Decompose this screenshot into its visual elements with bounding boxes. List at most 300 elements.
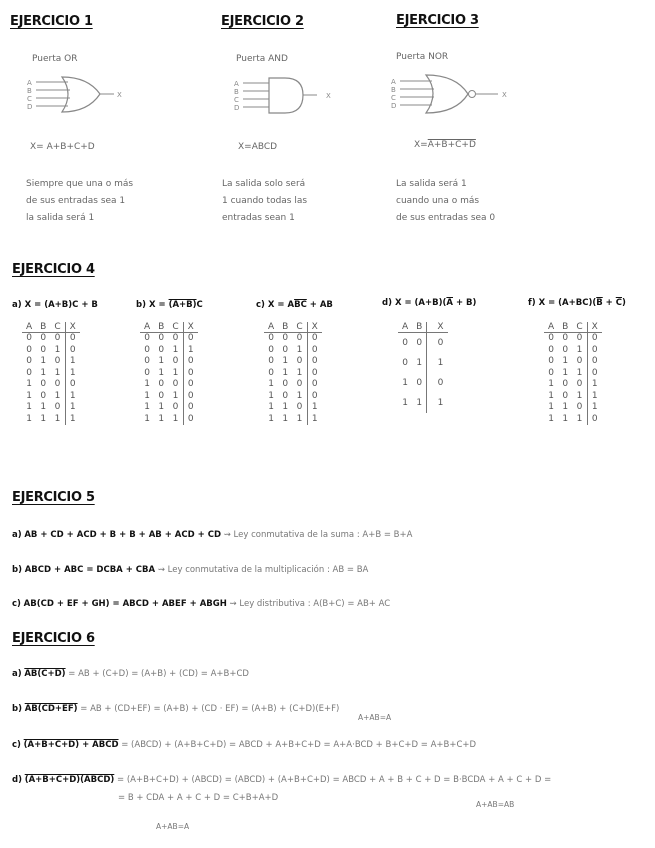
ej1-in-c: C: [27, 95, 32, 103]
table-row: [22, 414, 80, 426]
ej5-a-example: : A+B = B+A: [356, 530, 413, 540]
table-cell: 0: [572, 333, 587, 345]
table-cell: 1: [282, 413, 289, 424]
table-cell: 1: [437, 358, 444, 368]
table-cell: 0: [187, 413, 194, 424]
table-cell: 0: [69, 333, 76, 343]
ej4-c-overline: $\overline{BC}$: [294, 300, 307, 310]
table-cell: 1: [548, 413, 554, 424]
ej4-c-label: c): [256, 300, 265, 310]
ej2-note-line-1: La salida solo será: [222, 179, 306, 189]
tt-header: X: [587, 322, 602, 333]
table-cell: 0: [50, 379, 65, 391]
ej6-c-line: [12, 740, 476, 750]
table-cell: 0: [572, 356, 587, 368]
table-cell: 1: [311, 413, 318, 424]
table-cell: 0: [187, 367, 194, 378]
table-cell: 1: [26, 413, 32, 424]
table-cell: 0: [311, 390, 318, 401]
ej3-in-d: D: [391, 102, 397, 110]
ej1-note-line-3: la salida será 1: [26, 213, 95, 223]
ej4-d-close: ): [472, 298, 477, 308]
table-cell: 0: [168, 356, 183, 368]
table-row: [22, 345, 80, 357]
table-row: [398, 333, 448, 354]
table-cell: 1: [26, 390, 32, 401]
ej3-in-a: A: [391, 78, 396, 86]
table-row: [22, 379, 80, 391]
table-cell: 0: [311, 367, 318, 378]
table-cell: 1: [50, 391, 65, 403]
table-cell: 0: [268, 333, 274, 343]
tt-header: A: [22, 322, 36, 333]
table-cell: 1: [572, 391, 587, 403]
table-cell: 0: [187, 379, 194, 389]
table-cell: 0: [26, 333, 32, 343]
table-row: [22, 391, 80, 403]
ej1-gate-label: Puerta OR: [32, 54, 78, 64]
table-row: [264, 414, 322, 426]
table-cell: 1: [572, 345, 587, 357]
ej4-b-expr: [136, 300, 203, 310]
ej1-formula: X= A+B+C+D: [30, 142, 95, 152]
ej5-b-example: : AB = BA: [326, 565, 369, 575]
ej6-title: EJERCICIO 6: [12, 631, 95, 646]
ej5-c-expr: AB(CD + EF + GH) = ABCD + ABEF + ABGH: [23, 599, 227, 609]
table-cell: 1: [412, 353, 427, 373]
ej4-b-suffix: C: [196, 300, 203, 310]
table-cell: 0: [187, 390, 194, 401]
table-row: [22, 333, 80, 345]
tt-header: A: [264, 322, 278, 333]
table-row: [22, 368, 80, 380]
table-cell: 0: [282, 333, 289, 343]
ej6-d-label: d): [12, 775, 22, 785]
tt-header: C: [50, 322, 65, 333]
table-cell: 0: [168, 402, 183, 414]
table-row: [140, 379, 198, 391]
ej6-d-continuation: = B + CDA + A + C + D = C+B+A+D: [118, 793, 279, 803]
table-cell: 1: [562, 413, 569, 424]
table-cell: 1: [292, 345, 307, 357]
ej2-gate-label: Puerta AND: [236, 54, 288, 64]
table-cell: 1: [268, 379, 274, 389]
table-row: [140, 402, 198, 414]
table-cell: 1: [591, 390, 598, 401]
table-cell: 0: [311, 344, 318, 355]
ej1-in-a: A: [27, 79, 32, 87]
ej4-f-overline-b: $\overline{B}$: [596, 298, 603, 308]
ej4-f-label: f): [528, 298, 536, 308]
ej4-d-prefix: X = (A+B)(: [394, 298, 447, 308]
table-cell: 1: [591, 379, 598, 389]
table-cell: 0: [412, 333, 427, 354]
ej5-c-example: : A(B+C) = AB+ AC: [307, 599, 391, 609]
table-cell: 1: [144, 402, 150, 412]
ej5-b-line: [12, 565, 368, 575]
table-cell: 1: [158, 402, 165, 412]
ej2-note: [222, 176, 307, 227]
table-cell: 1: [158, 367, 165, 378]
tt-header: C: [572, 322, 587, 333]
table-cell: 1: [168, 391, 183, 403]
table-cell: 1: [548, 390, 554, 401]
table-row: [140, 391, 198, 403]
ej3-in-b: B: [391, 86, 396, 94]
table-row: [544, 345, 602, 357]
table-cell: 0: [144, 367, 150, 378]
table-cell: 0: [26, 344, 32, 355]
table-cell: 1: [50, 414, 65, 426]
table-cell: 1: [50, 368, 65, 380]
ej6-a-label: a): [12, 669, 22, 679]
table-cell: 1: [40, 367, 47, 378]
table-cell: 0: [282, 390, 289, 401]
table-cell: 1: [548, 402, 554, 412]
ej6-b-label: b): [12, 704, 22, 714]
ej6-c-annotation: A+AB=A: [358, 713, 392, 722]
table-cell: 1: [40, 402, 47, 412]
ej2-note-line-3: entradas sean 1: [222, 213, 295, 223]
ej3-note: [396, 176, 495, 227]
table-cell: 1: [412, 393, 427, 413]
table-cell: 0: [591, 367, 598, 378]
table-cell: 0: [168, 379, 183, 391]
ej5-b-label: b): [12, 565, 22, 575]
table-cell: 1: [69, 402, 76, 412]
table-cell: 0: [311, 333, 318, 343]
ej4-f-truth-table: [544, 322, 602, 425]
table-row: [544, 356, 602, 368]
table-cell: 0: [168, 333, 183, 345]
table-cell: 0: [69, 344, 76, 355]
ej4-c-suffix: + AB: [306, 300, 333, 310]
ej1-in-b: B: [27, 87, 32, 95]
ej1-in-d: D: [27, 103, 33, 111]
table-cell: 0: [548, 356, 554, 366]
table-cell: 1: [562, 356, 569, 366]
and-gate-icon: [233, 77, 343, 117]
ej6-b-lhs: AB(CD+EF): [24, 704, 78, 714]
table-cell: 0: [187, 402, 194, 412]
table-cell: 1: [50, 345, 65, 357]
table-cell: 0: [437, 378, 444, 388]
tt-header: C: [292, 322, 307, 333]
ej6-c-label: c): [12, 740, 21, 750]
ej2-in-b: B: [234, 88, 239, 96]
table-cell: 1: [402, 398, 408, 408]
ej3-note-line-3: de sus entradas sea 0: [396, 213, 496, 223]
table-cell: 1: [187, 344, 194, 355]
table-row: [264, 333, 322, 345]
table-cell: 1: [158, 356, 165, 366]
table-cell: 0: [50, 333, 65, 345]
table-cell: 1: [572, 368, 587, 380]
table-cell: 0: [412, 373, 427, 393]
table-cell: 1: [69, 413, 76, 424]
table-row: [544, 402, 602, 414]
nor-gate-icon: [390, 75, 520, 117]
ej6-d-annotation-left: A+AB=A: [156, 822, 190, 831]
table-cell: 0: [144, 356, 150, 366]
table-cell: 1: [402, 378, 408, 388]
ej5-a-expr: AB + CD + ACD + B + B + AB + ACD + CD: [24, 530, 222, 540]
ej1-out: X: [117, 91, 122, 99]
table-cell: 0: [187, 333, 194, 343]
table-cell: 1: [282, 402, 289, 412]
ej2-out: X: [326, 92, 331, 100]
table-cell: 0: [40, 379, 47, 389]
ej2-in-a: A: [234, 80, 239, 88]
ej4-a-expr: [12, 300, 98, 310]
table-cell: 0: [158, 333, 165, 343]
squiggle-arrow-icon: ⇝: [223, 530, 231, 540]
table-row: [398, 353, 448, 373]
table-cell: 0: [144, 344, 150, 355]
ej4-f-plus: +: [602, 298, 616, 308]
table-cell: 1: [562, 402, 569, 412]
table-row: [22, 402, 80, 414]
ej4-b-truth-table: [140, 322, 198, 425]
ej5-c-law: Ley distributiva: [239, 599, 306, 609]
table-cell: 0: [292, 333, 307, 345]
table-cell: 0: [402, 338, 408, 348]
tt-header: B: [36, 322, 50, 333]
ej6-d-lhs: (A+B+C+D)(ABCD): [24, 775, 115, 785]
ej4-a-formula: X = (A+B)C + B: [24, 300, 98, 310]
ej5-c-label: c): [12, 599, 21, 609]
table-cell: 0: [437, 338, 444, 348]
table-cell: 1: [292, 391, 307, 403]
ej3-gate-label: Puerta NOR: [396, 52, 449, 62]
ej6-b-line: [12, 704, 339, 714]
ej2-formula: X=ABCD: [238, 142, 278, 152]
table-cell: 0: [268, 367, 274, 378]
ej2-note-line-2: 1 cuando todas las: [222, 196, 308, 206]
ej5-a-law: Ley conmutativa de la suma: [233, 530, 355, 540]
ej3-note-line-2: cuando una o más: [396, 196, 480, 206]
ej3-title: EJERCICIO 3: [396, 13, 479, 28]
or-gate-icon: [26, 76, 136, 116]
ej5-b-law: Ley conmutativa de la multiplicación: [167, 565, 325, 575]
table-cell: 1: [69, 367, 76, 378]
table-cell: 1: [572, 414, 587, 426]
ej3-in-c: C: [391, 94, 396, 102]
ej4-a-truth-table: [22, 322, 80, 425]
ej4-f-expr: [528, 298, 626, 308]
table-cell: 1: [144, 413, 150, 424]
table-cell: 0: [268, 344, 274, 355]
ej1-note: [26, 176, 133, 227]
ej5-a-label: a): [12, 530, 22, 540]
table-row: [264, 368, 322, 380]
table-cell: 1: [282, 367, 289, 378]
table-row: [140, 333, 198, 345]
ej4-f-overline-c: $\overline{C}$: [615, 298, 623, 308]
tt-header: C: [168, 322, 183, 333]
table-cell: 0: [548, 333, 554, 343]
tt-header: A: [398, 322, 412, 333]
table-cell: 0: [292, 402, 307, 414]
table-row: [398, 393, 448, 413]
tt-header: B: [278, 322, 292, 333]
tt-header: X: [65, 322, 80, 333]
table-cell: 0: [548, 367, 554, 378]
table-cell: 1: [292, 414, 307, 426]
table-row: [544, 414, 602, 426]
table-cell: 0: [158, 344, 165, 355]
table-cell: 1: [26, 379, 32, 389]
table-row: [140, 368, 198, 380]
table-cell: 1: [40, 413, 47, 424]
ej4-b-prefix: X =: [148, 300, 169, 310]
table-cell: 0: [311, 356, 318, 366]
ej6-a-lhs: AB(C+D): [24, 669, 66, 679]
table-cell: 0: [40, 390, 47, 401]
table-row: [264, 391, 322, 403]
table-row: [264, 379, 322, 391]
ej5-a-line: [12, 530, 412, 540]
table-cell: 1: [562, 367, 569, 378]
ej4-c-expr: [256, 300, 333, 310]
ej4-b-overline: (A+B): [168, 300, 197, 310]
table-row: [22, 356, 80, 368]
ej4-c-truth-table: [264, 322, 322, 425]
tt-header: A: [544, 322, 558, 333]
ej4-d-expr: [382, 298, 476, 308]
table-cell: 0: [572, 402, 587, 414]
table-cell: 1: [69, 356, 76, 366]
ej6-c-lhs: (A+B+C+D) + ABCD: [23, 740, 119, 750]
ej6-a-rhs: = AB + (C+D) = (A+B) + (CD) = A+B+CD: [68, 669, 249, 679]
ej6-a-line: [12, 669, 249, 679]
table-cell: 1: [311, 402, 318, 412]
table-cell: 1: [268, 413, 274, 424]
ej4-f-prefix: X = (A+BC)(: [538, 298, 597, 308]
or-gate-diagram: [26, 76, 136, 120]
ej4-d-overline: $\overline{A}$: [446, 298, 453, 308]
ej3-out: X: [502, 91, 507, 99]
table-row: [544, 391, 602, 403]
table-cell: 0: [158, 379, 165, 389]
ej6-d-line: [12, 775, 551, 785]
table-cell: 0: [562, 344, 569, 355]
tt-header: X: [307, 322, 322, 333]
table-row: [544, 368, 602, 380]
table-cell: 0: [591, 333, 598, 343]
ej2-title: EJERCICIO 2: [221, 14, 304, 29]
ej4-c-prefix: X = A: [267, 300, 295, 310]
nor-gate-diagram: [390, 75, 520, 121]
table-cell: 0: [40, 344, 47, 355]
table-cell: 1: [26, 402, 32, 412]
table-cell: 0: [292, 356, 307, 368]
table-cell: 1: [144, 379, 150, 389]
table-cell: 1: [69, 390, 76, 401]
ej4-f-close: ): [622, 298, 626, 308]
ej1-title: EJERCICIO 1: [10, 14, 93, 29]
ej2-in-c: C: [234, 96, 239, 104]
ej4-d-label: d): [382, 298, 392, 308]
table-cell: 1: [282, 356, 289, 366]
table-cell: 0: [50, 356, 65, 368]
ej4-d-truth-table: [398, 322, 448, 413]
table-cell: 0: [158, 390, 165, 401]
table-cell: 0: [591, 356, 598, 366]
table-cell: 1: [437, 398, 444, 408]
table-cell: 0: [562, 379, 569, 389]
ej5-c-line: [12, 599, 390, 609]
table-cell: 0: [562, 390, 569, 401]
table-row: [544, 379, 602, 391]
table-row: [140, 345, 198, 357]
ej6-d-annotation-right: A+AB=AB: [476, 800, 515, 809]
squiggle-arrow-icon: ⇝: [229, 599, 237, 609]
table-cell: 0: [572, 379, 587, 391]
ej2-in-d: D: [234, 104, 240, 112]
table-cell: 0: [187, 356, 194, 366]
table-cell: 0: [268, 356, 274, 366]
table-cell: 0: [282, 379, 289, 389]
table-cell: 1: [144, 390, 150, 401]
table-cell: 1: [292, 368, 307, 380]
table-cell: 1: [591, 402, 598, 412]
table-cell: 0: [591, 344, 598, 355]
ej5-b-expr: ABCD + ABC = DCBA + CBA: [24, 565, 156, 575]
ej5-title: EJERCICIO 5: [12, 490, 95, 505]
table-cell: 1: [158, 413, 165, 424]
table-cell: 0: [26, 367, 32, 378]
table-cell: 1: [168, 345, 183, 357]
table-cell: 1: [268, 402, 274, 412]
table-row: [398, 373, 448, 393]
table-cell: 1: [268, 390, 274, 401]
table-cell: 1: [168, 368, 183, 380]
table-row: [140, 414, 198, 426]
tt-header: X: [427, 322, 448, 333]
squiggle-arrow-icon: ⇝: [157, 565, 165, 575]
table-row: [264, 356, 322, 368]
ej4-d-b: B: [466, 298, 473, 308]
table-cell: 0: [69, 379, 76, 389]
and-gate-diagram: [233, 77, 343, 121]
ej3-formula-prefix: X=: [414, 140, 428, 150]
table-cell: 0: [311, 379, 318, 389]
table-cell: 0: [144, 333, 150, 343]
table-cell: 0: [292, 379, 307, 391]
ej6-b-rhs: = AB + (CD+EF) = (A+B) + (CD · EF) = (A+B) + (C+D)(E+F): [80, 704, 340, 714]
ej3-note-line-1: La salida será 1: [396, 179, 467, 189]
table-cell: 0: [591, 413, 598, 424]
ej6-d-rhs: = (A+B+C+D) + (ABCD) = (ABCD) + (A+B+C+D) = ABCD + A + B + C + D = B·BCDA + A + C + D =: [117, 775, 552, 785]
tt-header: A: [140, 322, 154, 333]
table-row: [544, 333, 602, 345]
ej4-d-plus: +: [452, 298, 467, 308]
ej4-title: EJERCICIO 4: [12, 262, 95, 277]
table-cell: 1: [40, 356, 47, 366]
tt-header: B: [154, 322, 168, 333]
ej1-note-line-1: Siempre que una o más: [26, 179, 134, 189]
table-row: [140, 356, 198, 368]
ej1-note-line-2: de sus entradas sea 1: [26, 196, 126, 206]
table-row: [264, 345, 322, 357]
table-cell: 0: [562, 333, 569, 343]
ej4-b-label: b): [136, 300, 146, 310]
tt-header: B: [412, 322, 427, 333]
ej3-formula: [414, 140, 476, 150]
table-cell: 0: [402, 358, 408, 368]
table-cell: 0: [40, 333, 47, 343]
